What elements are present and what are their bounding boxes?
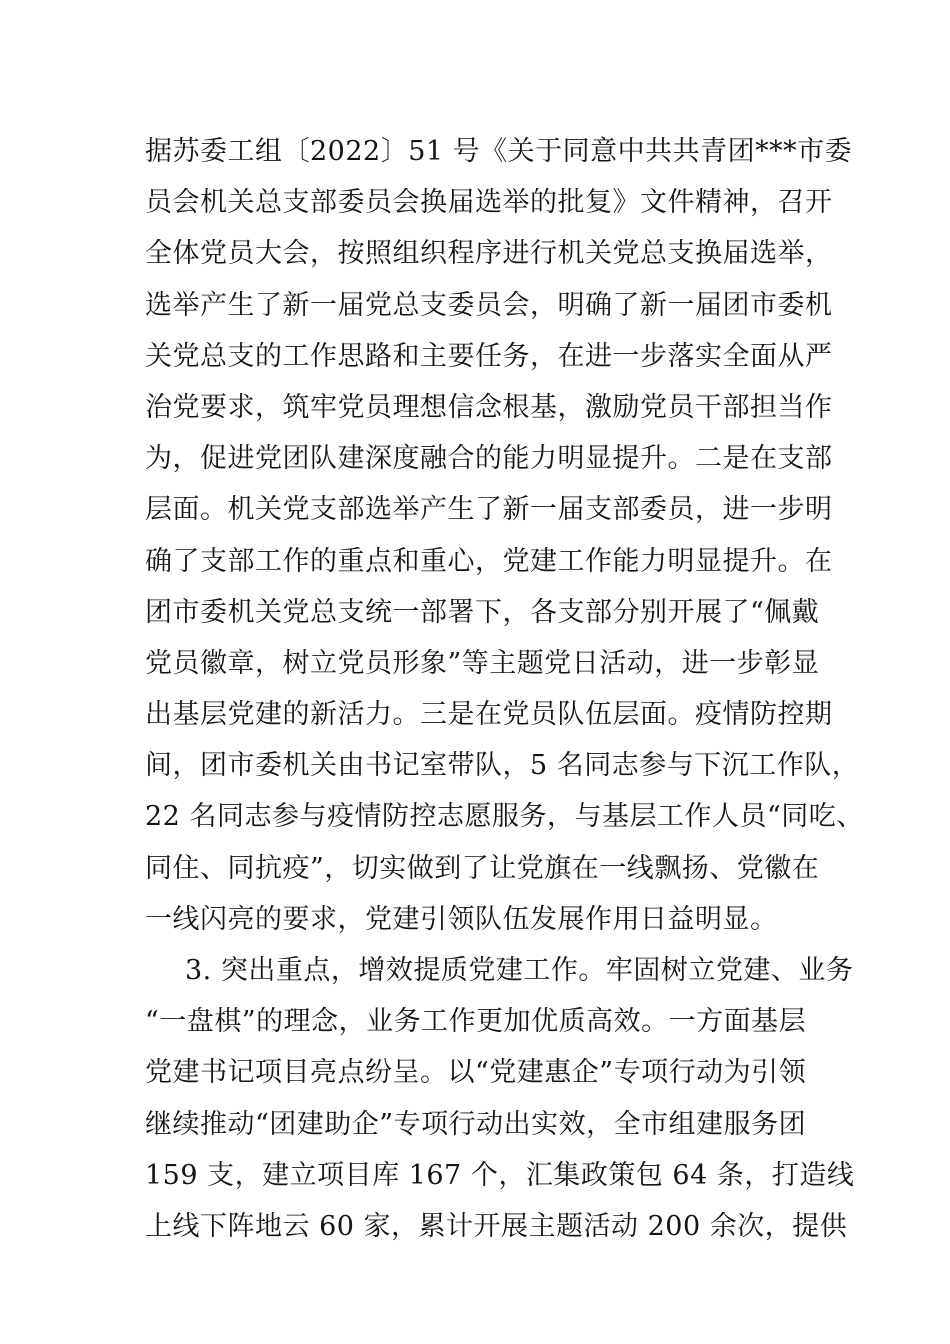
body-text — [145, 126, 864, 1252]
text-line: 治党要求，筑牢党员理想信念根基，激励党员干部担当作 — [145, 391, 833, 423]
text-line: 党员徽章，树立党员形象”等主题党日活动，进一步彰显 — [145, 647, 820, 679]
text-line: 22 名同志参与疫情防控志愿服务，与基层工作人员“同吃、 — [145, 801, 864, 833]
text-line: 间，团市委机关由书记室带队，5 名同志参与下沉工作队， — [145, 750, 860, 782]
text-line: 党建书记项目亮点纷呈。以“党建惠企”专项行动为引领 — [145, 1057, 807, 1089]
section-heading-line: 3. 突出重点，增效提质党建工作。牢固树立党建、业务 — [185, 955, 854, 986]
text-line: 为，促进党团队建深度融合的能力明显提升。二是在支部 — [145, 443, 833, 475]
text-line: 同住、同抗疫”，切实做到了让党旗在一线飘扬、党徽在 — [145, 852, 820, 884]
text-line: 一线闪亮的要求，党建引领队伍发展作用日益明显。 — [145, 903, 778, 935]
text-line: 上线下阵地云 60 家，累计开展主题活动 200 余次，提供 — [145, 1210, 848, 1242]
text-line: 关党总支的工作思路和主要任务，在进一步落实全面从严 — [145, 340, 833, 372]
text-line: 159 支，建立项目库 167 个，汇集政策包 64 条，打造线 — [145, 1159, 855, 1191]
text-line: 出基层党建的新活力。三是在党员队伍层面。疫情防控期 — [145, 699, 833, 731]
text-line: 层面。机关党支部选举产生了新一届支部委员，进一步明 — [145, 494, 833, 526]
text-line: 确了支部工作的重点和重心，党建工作能力明显提升。在 — [145, 545, 833, 577]
text-line: 团市委机关党总支统一部署下，各支部分别开展了“佩戴 — [145, 596, 820, 628]
text-line: 继续推动“团建助企”专项行动出实效，全市组建服务团 — [145, 1108, 807, 1140]
text-line: “一盘棋”的理念，业务工作更加优质高效。一方面基层 — [145, 1006, 807, 1038]
text-line: 选举产生了新一届党总支委员会，明确了新一届团市委机 — [145, 289, 833, 321]
text-line: 全体党员大会，按照组织程序进行机关党总支换届选举， — [145, 238, 833, 270]
text-line: 员会机关总支部委员会换届选举的批复》文件精神，召开 — [145, 187, 833, 219]
text-line: 据苏委工组〔2022〕51 号《关于同意中共共青团***市委 — [145, 136, 853, 167]
